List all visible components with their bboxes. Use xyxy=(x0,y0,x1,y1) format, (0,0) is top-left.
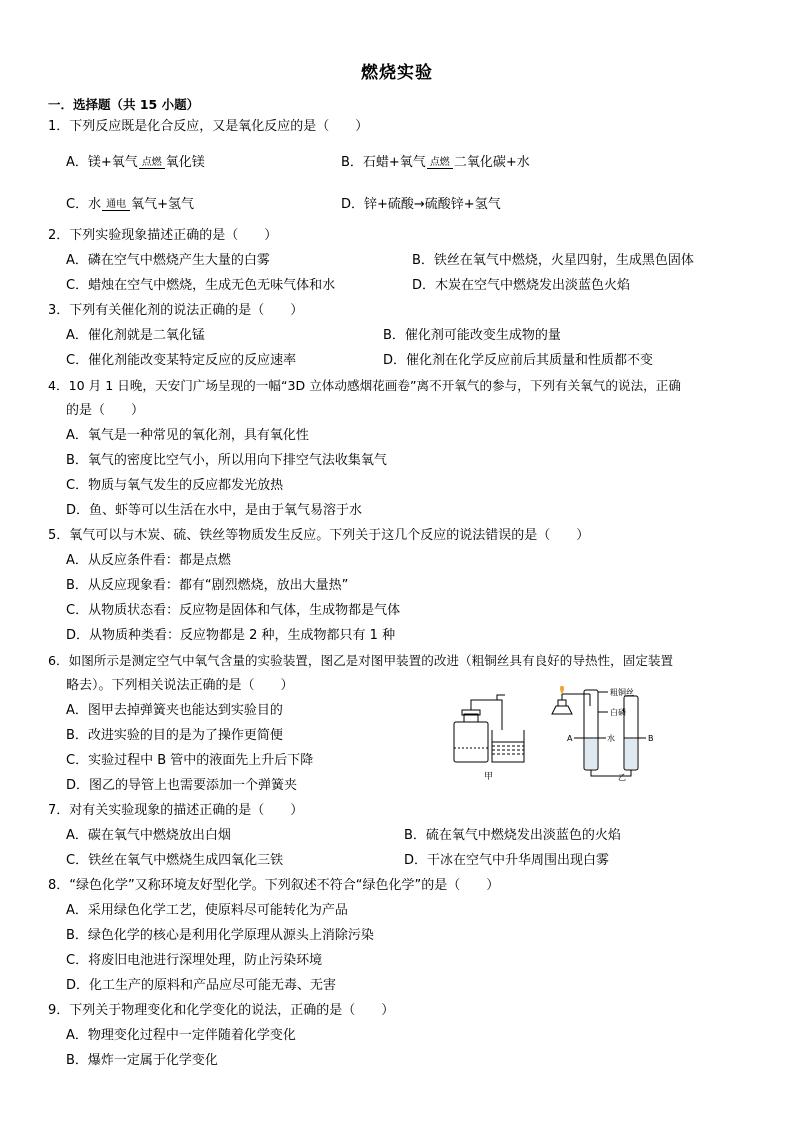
q3-stem: 3．下列有关催化剂的说法正确的是（ ） xyxy=(48,303,304,318)
reaction-arrow-icon xyxy=(139,168,165,172)
q6-apparatus-figure xyxy=(440,686,670,782)
q1-a-reactants: A．镁+氧气 xyxy=(66,155,138,170)
q1-b-products: 二氧化碳+水 xyxy=(453,155,530,170)
q1-option-d[interactable]: D．锌+硫酸→硫酸锌+氢气 xyxy=(341,197,501,212)
fig-label-tube-a: A xyxy=(567,734,573,743)
q2-option-d[interactable]: D．木炭在空气中燃烧发出淡蓝色火焰 xyxy=(412,278,631,293)
fig-label-yi: 乙 xyxy=(618,773,626,782)
q5-option-a[interactable]: A．从反应条件看：都是点燃 xyxy=(66,553,231,568)
q7-option-d[interactable]: D．干冰在空气中升华周围出现白雾 xyxy=(404,853,610,868)
q1-stem: 1．下列反应既是化合反应，又是氧化反应的是（ ） xyxy=(48,119,369,134)
q5-stem: 5．氧气可以与木炭、硫、铁丝等物质发生反应。下列关于这几个反应的说法错误的是（ ） xyxy=(48,528,590,543)
water-columns xyxy=(585,739,637,769)
q2-option-c[interactable]: C．蜡烛在空气中燃烧，生成无色无味气体和水 xyxy=(66,278,336,293)
reaction-arrow-icon xyxy=(427,168,453,172)
q7-option-b[interactable]: B．硫在氧气中燃烧发出淡蓝色的火焰 xyxy=(404,828,621,843)
q6-option-a[interactable]: A．图甲去掉弹簧夹也能达到实验目的 xyxy=(66,703,283,718)
q6-option-d[interactable]: D．图乙的导管上也需要添加一个弹簧夹 xyxy=(66,778,298,793)
q7-option-c[interactable]: C．铁丝在氧气中燃烧生成四氧化三铁 xyxy=(66,853,284,868)
q1-c-reactants: C．水 xyxy=(66,197,102,212)
q5-option-c[interactable]: C．从物质状态看：反应物是固体和气体，生成物都是气体 xyxy=(66,603,401,618)
q4-option-a[interactable]: A．氧气是一种常见的氧化剂，具有氧化性 xyxy=(66,428,309,443)
q8-stem: 8．“绿色化学”又称环境友好型化学。下列叙述不符合“绿色化学”的是（ ） xyxy=(48,878,500,893)
q9-stem: 9．下列关于物理变化和化学变化的说法，正确的是（ ） xyxy=(48,1003,395,1018)
q9-option-a[interactable]: A．物理变化过程中一定伴随着化学变化 xyxy=(66,1028,296,1043)
fig-label-white-phosphorus: 白磷 xyxy=(610,708,626,717)
q8-option-b[interactable]: B．绿色化学的核心是利用化学原理从源头上消除污染 xyxy=(66,928,374,943)
q1-b-condition: 点燃 xyxy=(429,157,450,168)
q9-option-b[interactable]: B．爆炸一定属于化学变化 xyxy=(66,1053,218,1068)
q4-option-d[interactable]: D．鱼、虾等可以生活在水中，是由于氧气易溶于水 xyxy=(66,503,363,518)
q1-c-products: 氧气+氢气 xyxy=(131,197,194,212)
fig-label-tube-b: B xyxy=(648,734,654,743)
q3-option-a[interactable]: A．催化剂就是二氧化锰 xyxy=(66,328,205,343)
q5-option-b[interactable]: B．从反应现象看：都有“剧烈燃烧，放出大量热” xyxy=(66,578,349,593)
q2-option-b[interactable]: B．铁丝在氧气中燃烧，火星四射，生成黑色固体 xyxy=(412,253,694,268)
q2-option-a[interactable]: A．磷在空气中燃烧产生大量的白雾 xyxy=(66,253,270,268)
q1-a-products: 氧化镁 xyxy=(165,155,205,170)
section-heading: 一．选择题（共 15 小题） xyxy=(48,97,200,112)
q3-option-c[interactable]: C．催化剂能改变某特定反应的反应速率 xyxy=(66,353,297,368)
q7-stem: 7．对有关实验现象的描述正确的是（ ） xyxy=(48,803,304,818)
q4-option-c[interactable]: C．物质与氧气发生的反应都发光放热 xyxy=(66,478,284,493)
q6-stem-line2: 略去）。下列相关说法正确的是（ ） xyxy=(66,678,294,693)
q1-option-b[interactable] xyxy=(341,154,530,172)
apparatus-jia xyxy=(454,695,524,762)
fig-label-copper-wire: 粗铜丝 xyxy=(610,688,634,697)
q6-stem-line1: 6．如图所示是测定空气中氧气含量的实验装置，图乙是对图甲装置的改进（粗铜丝具有良好的导热性，固定装置 xyxy=(48,653,674,668)
q3-option-b[interactable]: B．催化剂可能改变生成物的量 xyxy=(383,328,561,343)
q4-stem-line1: 4．10 月 1 日晚，天安门广场呈现的一幅“3D 立体动感烟花画卷”离不开氧气的参与，下列有关氧气的说法，正确 xyxy=(48,378,681,393)
flame-icon xyxy=(560,686,564,694)
fig-label-water: 水 xyxy=(607,734,615,743)
q2-stem: 2．下列实验现象描述正确的是（ ） xyxy=(48,228,278,243)
q6-option-b[interactable]: B．改进实验的目的是为了操作更简便 xyxy=(66,728,283,743)
q8-option-d[interactable]: D．化工生产的原料和产品应尽可能无毒、无害 xyxy=(66,978,337,993)
q4-stem-line2: 的是（ ） xyxy=(66,403,145,418)
q1-option-c[interactable] xyxy=(66,196,194,214)
fig-label-jia: 甲 xyxy=(484,772,494,782)
q1-c-condition: 通电 xyxy=(106,199,127,210)
q7-option-a[interactable]: A．碳在氧气中燃烧放出白烟 xyxy=(66,828,231,843)
q4-option-b[interactable]: B．氧气的密度比空气小，所以用向下排空气法收集氧气 xyxy=(66,453,387,468)
page-title: 燃烧实验 xyxy=(361,63,433,83)
q8-option-c[interactable]: C．将废旧电池进行深埋处理，防止污染环境 xyxy=(66,953,323,968)
q1-b-reactants: B．石蜡+氧气 xyxy=(341,155,426,170)
reaction-arrow-icon xyxy=(102,210,130,214)
q1-option-a[interactable] xyxy=(66,154,205,172)
q8-option-a[interactable]: A．采用绿色化学工艺，使原料尽可能转化为产品 xyxy=(66,903,348,918)
q6-option-c[interactable]: C．实验过程中 B 管中的液面先上升后下降 xyxy=(66,753,314,768)
q5-option-d[interactable]: D．从物质种类看：反应物都是 2 种，生成物都只有 1 种 xyxy=(66,628,396,643)
q1-a-condition: 点燃 xyxy=(141,157,162,168)
q3-option-d[interactable]: D．催化剂在化学反应前后其质量和性质都不变 xyxy=(383,353,654,368)
